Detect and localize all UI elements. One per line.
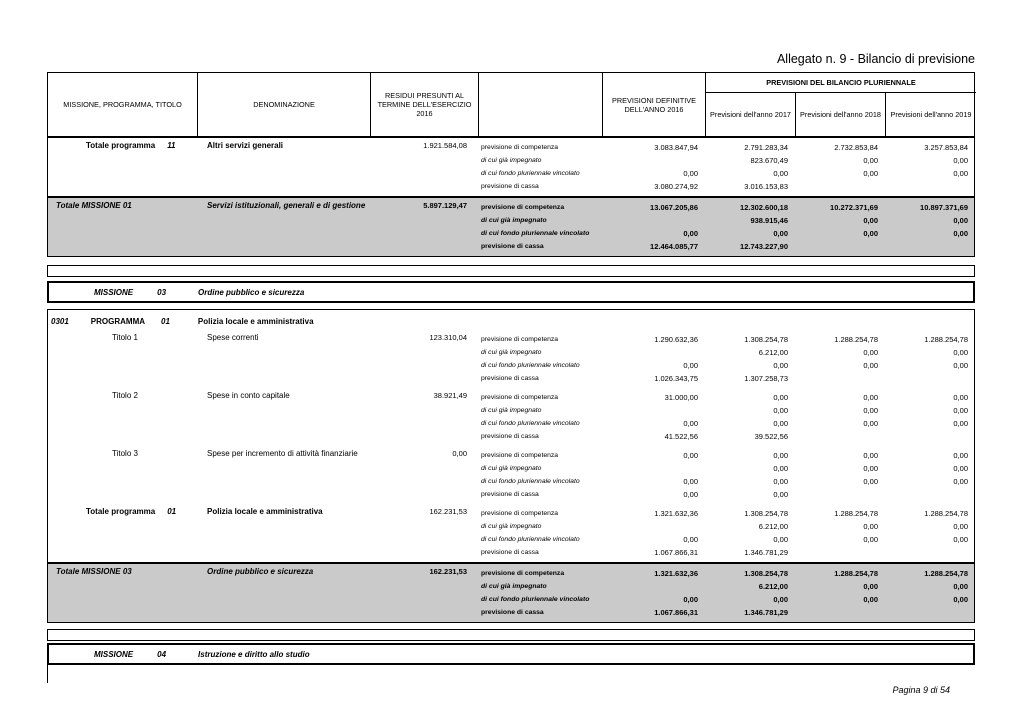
header-col-spacer xyxy=(479,73,603,136)
subrow-fpv: di cui fondo pluriennale vincolato 0,00 0,00 0,00 0,00 xyxy=(481,229,968,238)
subrow-impegnato: di cui già impegnato 6.212,00 0,00 0,00 xyxy=(481,582,968,591)
header-col-2018: Previsioni dell'anno 2018 xyxy=(796,93,886,136)
page-number: Pagina 9 di 54 xyxy=(892,685,950,695)
subrow-competenza: previsione di competenza 3.083.847,94 2.791.283,34 2.732.853,84 3.257.853,84 xyxy=(481,143,968,152)
row-label: Titolo 3 xyxy=(112,449,138,458)
subrow-impegnato: di cui già impegnato 938.915,46 0,00 0,00 xyxy=(481,216,968,225)
subrow-competenza: previsione di competenza 31.000,00 0,00 0,00 0,00 xyxy=(481,393,968,402)
subrow-fpv: di cui fondo pluriennale vincolato 0,00 0,00 0,00 0,00 xyxy=(481,419,968,428)
row-residui: 38.921,49 xyxy=(433,391,467,400)
subrow-fpv: di cui fondo pluriennale vincolato 0,00 0,00 0,00 0,00 xyxy=(481,595,968,604)
row-label: Totale MISSIONE 03 xyxy=(56,567,132,576)
subrow-fpv: di cui fondo pluriennale vincolato 0,00 0,00 0,00 0,00 xyxy=(481,169,968,178)
subrow-competenza: previsione di competenza 0,00 0,00 0,00 0,00 xyxy=(481,451,968,460)
section-missione-04 xyxy=(47,643,975,665)
missione-code: 03 xyxy=(157,287,167,297)
page-title: Allegato n. 9 - Bilancio di previsione xyxy=(776,52,975,66)
subrow-cassa: previsione di cassa 1.067.866,31 1.346.781,29 xyxy=(481,608,788,617)
header-col-residui: RESIDUI PRESUNTI AL TERMINE DELL'ESERCIZIO 2016 xyxy=(371,73,479,136)
row-label: Titolo 2 xyxy=(112,391,138,400)
table-row-programma-01 xyxy=(48,314,974,328)
subrow-impegnato: di cui già impegnato 0,00 0,00 0,00 xyxy=(481,406,968,415)
row-code: 11 xyxy=(167,141,176,150)
subrow-impegnato: di cui già impegnato 823.670,49 0,00 0,00 xyxy=(481,156,968,165)
subrow-competenza: previsione di competenza 13.067.205,86 12.302.600,18 10.272.371,69 10.897.371,69 xyxy=(481,203,968,212)
subrow-cassa: previsione di cassa 3.080.274,92 3.016.153,83 xyxy=(481,182,788,191)
row-denominazione: Altri servizi generali xyxy=(207,141,284,150)
subrow-competenza: previsione di competenza 1.321.632,36 1.308.254,78 1.288.254,78 1.288.254,78 xyxy=(481,509,968,518)
programma-label: PROGRAMMA xyxy=(90,316,146,326)
table-row-totale-programma-11 xyxy=(48,138,974,196)
missione-code: 04 xyxy=(157,649,167,659)
header-col-denominazione: DENOMINAZIONE xyxy=(198,73,371,136)
table-row-titolo-1 xyxy=(48,330,974,388)
spacer-row xyxy=(47,265,975,277)
row-residui: 162.231,53 xyxy=(429,507,467,516)
header-col-2019: Previsioni dell'anno 2019 xyxy=(890,110,972,119)
row-denominazione: Servizi istituzionali, generali e di gestione xyxy=(207,201,366,210)
table-body-missione-01 xyxy=(47,137,975,257)
header-col-definitive: PREVISIONI DEFINITIVE DELL'ANNO 2016 xyxy=(603,73,706,136)
row-code: 01 xyxy=(167,507,177,516)
row-label: Totale programma xyxy=(86,141,156,150)
subrow-cassa: previsione di cassa 41.522,56 39.522,56 xyxy=(481,432,788,441)
row-denominazione: Spese per incremento di attività finanziarie xyxy=(207,449,358,458)
table-header xyxy=(47,72,975,137)
programma-denominazione: Polizia locale e amministrativa xyxy=(197,316,314,326)
table-row-totale-missione-03 xyxy=(48,562,974,622)
subrow-fpv: di cui fondo pluriennale vincolato 0,00 0,00 0,00 0,00 xyxy=(481,535,968,544)
table-row-titolo-2 xyxy=(48,388,974,446)
row-residui: 162.231,53 xyxy=(429,567,467,576)
subrow-competenza: previsione di competenza 1.321.632,36 1.308.254,78 1.288.254,78 1.288.254,78 xyxy=(481,569,968,578)
table-row-totale-missione-01 xyxy=(48,196,974,256)
subrow-impegnato: di cui già impegnato 0,00 0,00 0,00 xyxy=(481,464,968,473)
missione-denominazione: Ordine pubblico e sicurezza xyxy=(198,287,305,297)
spacer-row xyxy=(47,629,975,641)
header-col-missione: MISSIONE, PROGRAMMA, TITOLO xyxy=(48,73,198,136)
row-denominazione: Spese correnti xyxy=(207,333,259,342)
table-row-totale-programma-01 xyxy=(48,504,974,562)
next-box-left-border xyxy=(47,665,48,683)
subrow-impegnato: di cui già impegnato 6.212,00 0,00 0,00 xyxy=(481,522,968,531)
row-residui: 123.310,04 xyxy=(429,333,467,342)
row-label: Titolo 1 xyxy=(112,333,138,342)
subrow-cassa: previsione di cassa 1.067.866,31 1.346.781,29 xyxy=(481,548,788,557)
header-col-2017: Previsioni dell'anno 2017 xyxy=(706,93,796,136)
subrow-fpv: di cui fondo pluriennale vincolato 0,00 0,00 0,00 0,00 xyxy=(481,361,968,370)
subrow-cassa: previsione di cassa 1.026.343,75 1.307.258,73 xyxy=(481,374,788,383)
row-label: Totale programma xyxy=(86,507,156,516)
subrow-competenza: previsione di competenza 1.290.632,36 1.308.254,78 1.288.254,78 1.288.254,78 xyxy=(481,335,968,344)
header-col-pluriennale: PREVISIONI DEL BILANCIO PLURIENNALE xyxy=(706,73,976,93)
document-page xyxy=(47,0,975,695)
row-denominazione: Polizia locale e amministrativa xyxy=(207,507,323,516)
section-missione-03 xyxy=(47,281,975,303)
row-residui: 5.897.129,47 xyxy=(423,201,467,210)
row-denominazione: Spese in conto capitale xyxy=(207,391,290,400)
row-label: Totale MISSIONE 01 xyxy=(56,201,132,210)
missione-label: MISSIONE xyxy=(94,287,134,297)
missione-label: MISSIONE xyxy=(94,649,134,659)
row-residui: 1.921.584,08 xyxy=(423,141,467,150)
subrow-cassa: previsione di cassa 12.464.085,77 12.743.227,90 xyxy=(481,242,788,251)
header-col-pluriennale-group xyxy=(706,73,976,136)
subrow-fpv: di cui fondo pluriennale vincolato 0,00 0,00 0,00 0,00 xyxy=(481,477,968,486)
table-row-titolo-3 xyxy=(48,446,974,504)
programma-number: 01 xyxy=(161,316,170,326)
row-denominazione: Ordine pubblico e sicurezza xyxy=(207,567,314,576)
subrow-cassa: previsione di cassa 0,00 0,00 xyxy=(481,490,788,499)
missione-denominazione: Istruzione e diritto allo studio xyxy=(198,649,310,659)
row-residui: 0,00 xyxy=(452,449,467,458)
programma-code: 0301 xyxy=(51,316,69,326)
subrow-impegnato: di cui già impegnato 6.212,00 0,00 0,00 xyxy=(481,348,968,357)
table-body-missione-03 xyxy=(47,309,975,623)
